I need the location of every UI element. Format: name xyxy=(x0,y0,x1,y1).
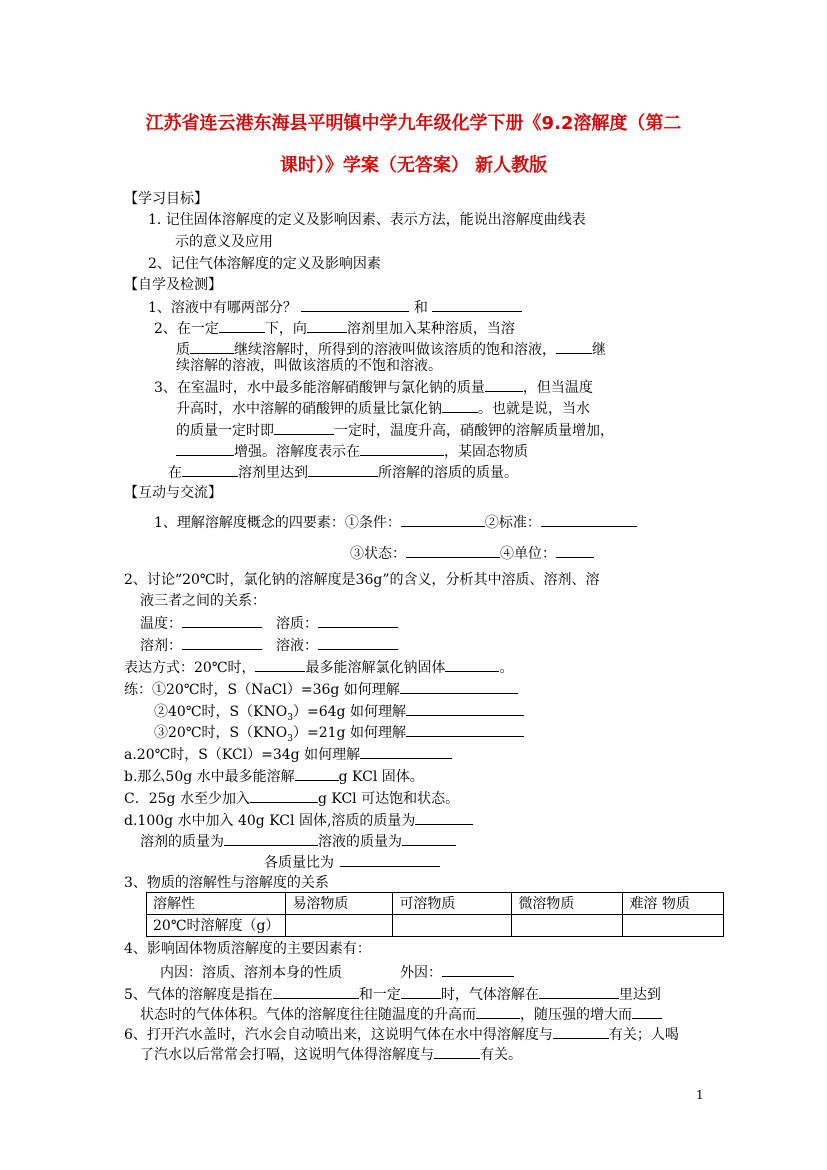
q6-text-b: 有关；人喝 xyxy=(608,1027,679,1043)
expression-line xyxy=(124,657,513,677)
item-b xyxy=(124,766,424,786)
four-elements-unit: ④单位： xyxy=(500,546,556,562)
table-row xyxy=(147,915,724,937)
q5-text-e: 状态时的气体体积。气体的溶解度往往随温度的升高而 xyxy=(140,1007,476,1023)
q6-line-2 xyxy=(140,1044,522,1064)
subscript-3: 3 xyxy=(287,712,293,723)
table-cell[interactable] xyxy=(623,915,724,937)
temp-solute-row xyxy=(140,613,398,633)
answer-blank[interactable] xyxy=(360,744,452,759)
answer-blank[interactable] xyxy=(442,962,514,977)
answer-blank[interactable] xyxy=(402,831,456,846)
answer-blank[interactable] xyxy=(295,766,339,781)
objective-1-line-1: 1. 记住固体溶解度的定义及影响因素、表示方法，能说出溶解度曲线表 xyxy=(148,212,586,228)
q3-text-i: 在 xyxy=(168,465,182,481)
four-elements-state: ③状态： xyxy=(350,546,406,562)
table-header-cell: 微溶物质 xyxy=(512,893,623,915)
answer-blank[interactable] xyxy=(360,441,444,456)
exercise-1 xyxy=(124,679,518,699)
answer-blank[interactable] xyxy=(632,1004,662,1019)
solution-label: 溶液： xyxy=(276,638,318,654)
answer-blank[interactable] xyxy=(255,657,305,672)
q6-text-c: 了汽水以后常常会打嗝，这说明气体得溶解度与 xyxy=(140,1047,434,1063)
table-header-cell: 可溶物质 xyxy=(393,893,512,915)
interact-q2-line-1: 2、讨论“20℃时，氯化钠的溶解度是36g”的含义，分析其中溶质、溶剂、溶 xyxy=(124,572,600,588)
table-header-row xyxy=(147,893,724,915)
document-title-line-1: 江苏省连云港东海县平明镇中学九年级化学下册《9.2溶解度（第二 xyxy=(145,113,682,134)
q6-line-1 xyxy=(124,1024,679,1044)
objective-1-line-2: 示的意义及应用 xyxy=(175,234,273,250)
answer-blank[interactable] xyxy=(406,701,524,716)
item-d-text-c: 溶液的质量为 xyxy=(318,834,402,850)
q3-text-d: 。也就是说，当水 xyxy=(478,401,590,417)
answer-blank[interactable] xyxy=(219,318,265,333)
answer-blank[interactable] xyxy=(250,788,318,803)
answer-blank[interactable] xyxy=(318,613,398,628)
answer-blank[interactable] xyxy=(556,339,592,354)
q2-text-e: 继续溶解时，所得到的溶液叫做该溶质的饱和溶液， xyxy=(234,342,556,358)
table-row-label: 20℃时溶解度（g） xyxy=(147,915,286,937)
selfstudy-q3-line-5 xyxy=(168,462,518,482)
selfstudy-q3-line-1 xyxy=(154,377,593,397)
four-elements-standard: ②标准： xyxy=(484,515,541,531)
selfstudy-q2-line-1 xyxy=(154,318,515,338)
q3-text-a: 3、在室温时，水中最多能溶解硝酸钾与氯化钠的质量 xyxy=(154,380,485,396)
internal-factors: 内因：溶质、溶剂本身的性质 xyxy=(160,965,342,981)
q2-text-f: 继 xyxy=(592,342,606,358)
table-cell[interactable] xyxy=(393,915,512,937)
item-a xyxy=(124,744,452,764)
q6-text-d: 有关。 xyxy=(480,1047,522,1063)
table-cell[interactable] xyxy=(512,915,623,937)
answer-blank[interactable] xyxy=(406,543,500,558)
item-d-line-1 xyxy=(124,810,473,830)
q3-text-g: 增强。溶解度表示在 xyxy=(234,444,360,460)
objectives-header: 【学习目标】 xyxy=(124,191,208,207)
answer-blank[interactable] xyxy=(176,441,234,456)
q4-factors xyxy=(160,962,514,982)
item-d-text-d: 各质量比为 xyxy=(264,855,334,871)
q4-text: 4、影响固体物质溶解度的主要因素有： xyxy=(124,941,371,957)
answer-blank[interactable] xyxy=(318,635,398,650)
q5-line-1 xyxy=(124,984,661,1004)
item-c xyxy=(124,788,459,808)
answer-blank[interactable] xyxy=(485,377,523,392)
answer-blank[interactable] xyxy=(400,679,518,694)
answer-blank[interactable] xyxy=(274,420,334,435)
answer-blank[interactable] xyxy=(401,984,441,999)
answer-blank[interactable] xyxy=(442,398,478,413)
q3-text-e: 的质量一定时即 xyxy=(176,423,274,439)
q5-text-c: 时，气体溶解在 xyxy=(440,987,539,1003)
answer-blank[interactable] xyxy=(182,462,238,477)
selfstudy-q3-line-2 xyxy=(176,398,590,418)
q3-text-b: ，但当温度 xyxy=(522,380,593,396)
answer-blank[interactable] xyxy=(539,984,619,999)
q6-text-a: 6、打开汽水盖时，汽水会自动喷出来，这说明气体在水中得溶解度与 xyxy=(124,1027,553,1043)
selfstudy-q1 xyxy=(148,297,522,317)
q2-text-b: 下，向 xyxy=(264,321,307,337)
answer-blank[interactable] xyxy=(307,318,347,333)
item-d-line-3 xyxy=(264,852,440,872)
q2-text-a: 2、在一定 xyxy=(154,321,219,337)
page-number: 1 xyxy=(696,1088,704,1102)
interact-q2-line-2: 液三者之间的关系： xyxy=(140,593,266,609)
selfstudy-q2-line-3: 续溶解的溶液，叫做该溶质的不饱和溶液。 xyxy=(176,358,442,374)
solvent-label: 溶剂： xyxy=(140,638,182,654)
answer-blank[interactable] xyxy=(541,512,637,527)
answer-blank[interactable] xyxy=(340,852,440,867)
q3-text-f: 一定时，温度升高，硝酸钾的溶解质量增加， xyxy=(334,423,614,439)
answer-blank[interactable] xyxy=(308,462,378,477)
solubility-table xyxy=(146,892,724,937)
answer-blank[interactable] xyxy=(415,810,473,825)
item-d-text-a: d.100g 水中加入 40g KCl 固体,溶质的质量为 xyxy=(124,813,416,829)
document-title-line-2: 课时）》学案（无答案） 新人教版 xyxy=(279,155,548,176)
q3-text-h: ，某固态物质 xyxy=(444,444,528,460)
q3-text-k: 所溶解的溶质的质量。 xyxy=(378,465,518,481)
answer-blank[interactable] xyxy=(553,1024,609,1039)
q5-text-d: 里达到 xyxy=(618,987,661,1003)
answer-blank[interactable] xyxy=(182,635,262,650)
table-header-cell: 易溶物质 xyxy=(286,893,393,915)
answer-blank[interactable] xyxy=(301,297,409,312)
expression-text-b: 最多能溶解氯化钠固体 xyxy=(305,660,446,676)
expression-text-a: 表达方式：20℃时， xyxy=(124,660,256,676)
exercise-3-text-b: ）=21g 如何理解 xyxy=(293,725,406,741)
exercise-3-text-a: ③20℃时，S（KNO xyxy=(154,725,288,741)
q5-text-a: 5、气体的溶解度是指在 xyxy=(124,987,273,1003)
item-c-text-a: C．25g 水至少加入 xyxy=(124,791,250,807)
q2-text-c: 溶剂里加入某种溶质，当溶 xyxy=(346,321,515,337)
item-c-text-b: g KCl 可达饱和状态。 xyxy=(317,791,460,807)
selfstudy-q3-line-3 xyxy=(176,420,614,440)
interact-q1-line-2 xyxy=(350,543,594,563)
answer-blank[interactable] xyxy=(190,339,234,354)
table-header-cell: 难溶 物质 xyxy=(623,893,724,915)
q3-text-c: 升高时，水中溶解的硝酸钾的质量比氯化钠 xyxy=(176,401,442,417)
q3-text: 3、物质的溶解性与溶解度的关系 xyxy=(124,875,329,891)
q5-text-b: 和一定 xyxy=(358,987,401,1003)
exercise-2-text-a: ②40℃时，S（KNO xyxy=(154,704,288,720)
exercise-2-text-b: ）=64g 如何理解 xyxy=(293,704,406,720)
exercise-1-text: 练：①20℃时，S（NaCl）=36g 如何理解 xyxy=(124,682,400,698)
temperature-label: 温度： xyxy=(140,616,182,632)
answer-blank[interactable] xyxy=(273,984,359,999)
external-factors-label: 外因： xyxy=(400,965,442,981)
item-a-text: a.20℃时，S（KCl）=34g 如何理解 xyxy=(124,747,361,763)
item-d-text-b: 溶剂的质量为 xyxy=(140,834,224,850)
q3-text-j: 溶剂里达到 xyxy=(238,465,308,481)
four-elements-condition: 1、理解溶解度概念的四要素：①条件： xyxy=(154,515,401,531)
answer-blank[interactable] xyxy=(182,613,262,628)
answer-blank[interactable] xyxy=(406,722,524,737)
interact-q1-line-1 xyxy=(154,512,637,532)
answer-blank[interactable] xyxy=(224,831,318,846)
answer-blank[interactable] xyxy=(432,297,522,312)
answer-blank[interactable] xyxy=(556,543,594,558)
q5-text-f: ，随压强的增大而 xyxy=(520,1007,632,1023)
q1-text-a: 1、溶液中有哪两部分？ xyxy=(148,300,297,316)
subscript-3: 3 xyxy=(287,733,293,744)
selfstudy-q2-line-2 xyxy=(176,339,606,359)
interact-header: 【互动与交流】 xyxy=(124,485,222,501)
q5-line-2 xyxy=(140,1004,662,1024)
solvent-solution-row xyxy=(140,635,398,655)
answer-blank[interactable] xyxy=(434,1044,480,1059)
solute-label: 溶质： xyxy=(276,616,318,632)
q1-text-b: 和 xyxy=(413,300,428,316)
answer-blank[interactable] xyxy=(401,512,485,527)
objective-2: 2、记住气体溶解度的定义及影响因素 xyxy=(148,256,381,272)
item-d-line-2 xyxy=(140,831,456,851)
table-header-cell: 溶解性 xyxy=(147,893,286,915)
selfstudy-q3-line-4 xyxy=(176,441,528,461)
item-b-text-a: b.那么50g 水中最多能溶解 xyxy=(124,769,295,785)
selfstudy-header: 【自学及检测】 xyxy=(124,277,222,293)
expression-text-c: 。 xyxy=(499,660,514,676)
answer-blank[interactable] xyxy=(445,657,499,672)
q2-text-d: 质 xyxy=(176,342,190,358)
answer-blank[interactable] xyxy=(476,1004,520,1019)
item-b-text-b: g KCl 固体。 xyxy=(338,769,424,785)
table-cell[interactable] xyxy=(286,915,393,937)
